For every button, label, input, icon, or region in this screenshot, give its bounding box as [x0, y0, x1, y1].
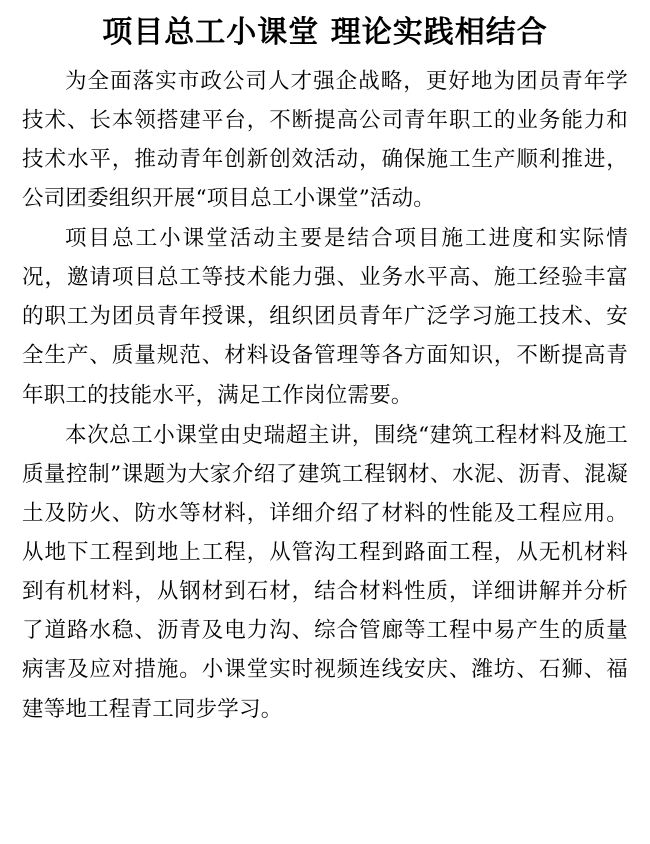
paragraph: 本次总工小课堂由史瑞超主讲，围绕“建筑工程材料及施工质量控制”课题为大家介绍了建筑工程钢材、水泥、沥青、混凝土及防火、防水等材料，详细介绍了材料的性能及工程应用。从地下工程到地上工程，从管沟工程到路面工程，从无机材料到有机材料，从钢材到石材，结合材料性质，详细讲解并分析了道路水稳、沥青及电力沟、综合管廊等工程中易产生的质量病害及应对措施。小课堂实时视频连线安庆、潍坊、石狮、福建等地工程青工同步学习。 [22, 422, 628, 722]
paragraph: 为全面落实市政公司人才强企战略，更好地为团员青年学技术、长本领搭建平台，不断提高公司青年职工的业务能力和技术水平，推动青年创新创效活动，确保施工生产顺利推进，公司团委组织开展“项目总工小课堂”活动。 [22, 68, 628, 211]
page-title: 项目总工小课堂 理论实践相结合 [102, 15, 548, 50]
paragraph: 项目总工小课堂活动主要是结合项目施工进度和实际情况，邀请项目总工等技术能力强、业务水平高、施工经验丰富的职工为团员青年授课，组织团员青年广泛学习施工技术、安全生产、质量规范、材料设备管理等各方面知识，不断提高青年职工的技能水平，满足工作岗位需要。 [22, 226, 628, 408]
document-body [22, 62, 628, 729]
